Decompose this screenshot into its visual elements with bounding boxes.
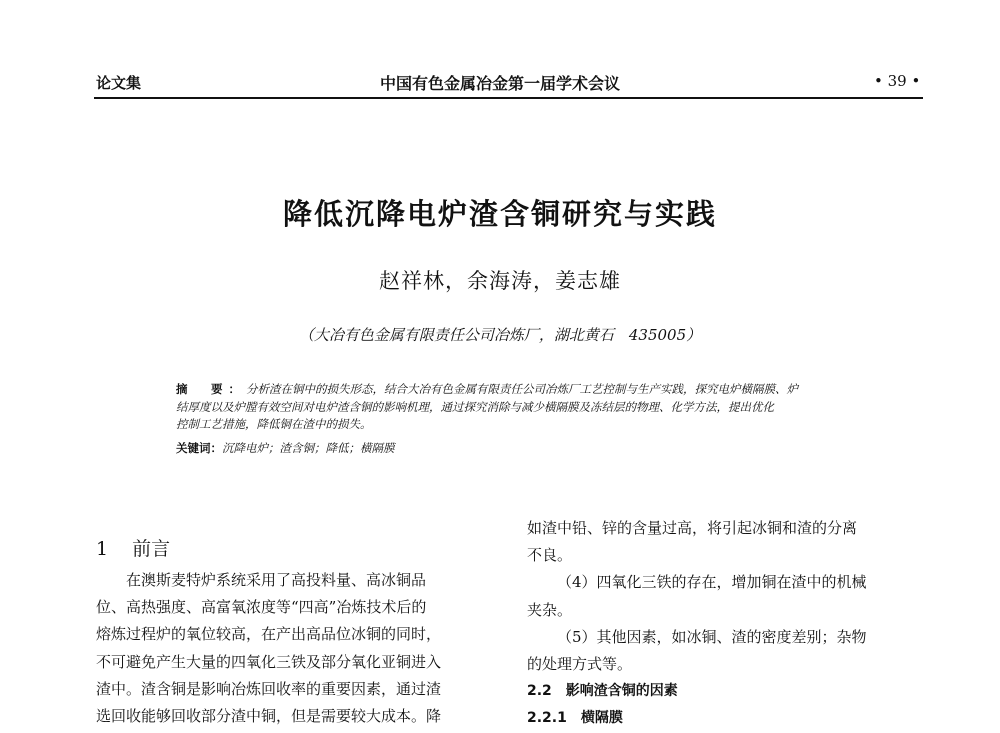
paper-authors: 赵祥林，余海涛，姜志雄 [379, 269, 621, 293]
abstract-line-3: 控制工艺措施，降低铜在渣中的损失。 [176, 417, 372, 431]
body-line: 如渣中铅、锌的含量过高，将引起冰铜和渣的分离 [527, 519, 858, 537]
subsection-heading-2-2-1: 2.2.1 横隔膜 [527, 710, 623, 727]
abstract [176, 381, 876, 434]
keywords [176, 440, 395, 456]
body-line: （5）其他因素，如冰铜、渣的密度差别；杂物 [557, 627, 867, 646]
page-number: • 39 • [874, 72, 921, 90]
body-line: （4）四氧化三铁的存在，增加铜在渣中的机械 [557, 573, 867, 592]
body-line: 熔炼过程炉的氧位较高，在产出高品位冰铜的同时， [96, 625, 442, 644]
body-line: 夹杂。 [527, 600, 573, 619]
body-line: 不可避免产生大量的四氧化三铁及部分氧化亚铜进入 [96, 652, 442, 671]
keywords-text: 沉降电炉；渣含铜；降低；横隔膜 [222, 441, 395, 455]
left-column-body [96, 567, 491, 730]
header-conference-title: 中国有色金属冶金第一届学术会议 [380, 74, 621, 93]
paper-affiliation: （大冶有色金属有限责任公司冶炼厂，湖北黄石 435005） [298, 326, 702, 344]
abstract-label: 摘 要： [176, 382, 246, 396]
section-title: 前言 [132, 538, 171, 560]
header-collection-label: 论文集 [96, 74, 142, 92]
body-line: 选回收能够回收部分渣中铜，但是需要较大成本。降 [96, 707, 442, 726]
section-heading-introduction [96, 534, 170, 561]
abstract-line-2: 结厚度以及炉膛有效空间对电炉渣含铜的影响机理，通过探究消除与减少横隔膜及冻结层的物理、化学方法，提出优化 [176, 399, 774, 414]
body-line: 的处理方式等。 [527, 655, 633, 674]
section-number: 1 [96, 538, 109, 560]
abstract-line-1: 摘 要：分析渣在铜中的损失形态，结合大冶有色金属有限责任公司冶炼厂工艺控制与生产实践，探究电炉横隔膜、炉 [176, 382, 798, 396]
paper-title: 降低沉降电炉渣含铜研究与实践 [282, 197, 717, 231]
body-line: 位、高热强度、高富氧浓度等“四高”冶炼技术后的 [96, 598, 427, 617]
body-line: 渣中。渣含铜是影响冶炼回收率的重要因素，通过渣 [96, 679, 442, 698]
keywords-label: 关键词： [176, 441, 222, 455]
body-line: 不良。 [527, 546, 573, 565]
subsection-heading-2-2: 2.2 影响渣含铜的因素 [527, 683, 678, 700]
body-line: 在澳斯麦特炉系统采用了高投料量、高冰铜品 [126, 571, 427, 589]
right-column-body [527, 515, 922, 733]
header-rule [94, 97, 923, 99]
